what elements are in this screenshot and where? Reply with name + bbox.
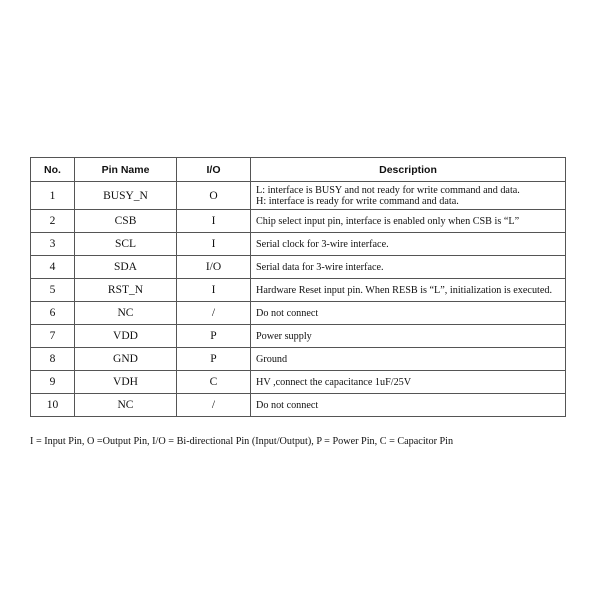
pin-name-cell: VDH [75, 371, 177, 394]
pin-type-legend: I = Input Pin, O =Output Pin, I/O = Bi-directional Pin (Input/Output), P = Power Pin, C = Capacitor Pin [30, 436, 454, 447]
pin-name-cell: CSB [75, 210, 177, 233]
pin-number-cell: 4 [31, 256, 75, 279]
table-row [31, 302, 566, 325]
pin-io-cell: C [177, 371, 251, 394]
description-line: Power supply [256, 330, 312, 342]
description-line: Ground [256, 353, 288, 365]
pin-description-cell [251, 302, 566, 325]
pin-io-cell: I [177, 210, 251, 233]
pin-number-cell: 3 [31, 233, 75, 256]
description-line: Serial data for 3-wire interface. [256, 261, 384, 273]
table-header-row [31, 158, 566, 182]
pin-io-cell: / [177, 394, 251, 417]
table-row [31, 394, 566, 417]
pin-io-cell: P [177, 325, 251, 348]
pin-io-cell: I/O [177, 256, 251, 279]
header-pin-name: Pin Name [75, 158, 177, 182]
pin-description-cell [251, 279, 566, 302]
description-line: Serial clock for 3-wire interface. [256, 238, 389, 250]
pin-number-cell: 5 [31, 279, 75, 302]
pin-name-cell: VDD [75, 325, 177, 348]
table-row [31, 371, 566, 394]
pin-description-cell [251, 256, 566, 279]
pin-description-cell [251, 325, 566, 348]
pin-name-cell: BUSY_N [75, 182, 177, 210]
table-row [31, 182, 566, 210]
table-row [31, 325, 566, 348]
pin-table [30, 157, 566, 417]
pin-number-cell: 10 [31, 394, 75, 417]
pin-number-cell: 1 [31, 182, 75, 210]
pin-name-cell: GND [75, 348, 177, 371]
pin-number-cell: 7 [31, 325, 75, 348]
pin-number-cell: 8 [31, 348, 75, 371]
description-line: Do not connect [256, 399, 319, 411]
table-row [31, 279, 566, 302]
pin-io-cell: / [177, 302, 251, 325]
pin-name-cell: NC [75, 394, 177, 417]
pin-number-cell: 9 [31, 371, 75, 394]
pin-description-cell [251, 182, 566, 210]
pin-description-cell [251, 371, 566, 394]
pin-name-cell: SCL [75, 233, 177, 256]
table-row [31, 348, 566, 371]
pin-number-cell: 2 [31, 210, 75, 233]
pin-io-cell: P [177, 348, 251, 371]
header-no: No. [31, 158, 75, 182]
description-line: HV ,connect the capacitance 1uF/25V [256, 376, 412, 388]
table-row [31, 256, 566, 279]
pin-io-cell: I [177, 279, 251, 302]
pin-name-cell: RST_N [75, 279, 177, 302]
pin-name-cell: NC [75, 302, 177, 325]
pin-description-cell [251, 233, 566, 256]
pin-name-cell: SDA [75, 256, 177, 279]
pin-description-cell [251, 348, 566, 371]
header-io: I/O [177, 158, 251, 182]
table-row [31, 210, 566, 233]
pin-description-cell [251, 210, 566, 233]
table-row [31, 233, 566, 256]
description-line: Hardware Reset input pin. When RESB is “L”, initialization is executed. [256, 284, 553, 296]
header-description: Description [251, 158, 566, 182]
table-body [31, 182, 566, 417]
description-line: H: interface is ready for write command and data. [256, 195, 459, 207]
description-line: Chip select input pin, interface is enabled only when CSB is “L” [256, 215, 520, 227]
pin-number-cell: 6 [31, 302, 75, 325]
pin-io-cell: O [177, 182, 251, 210]
description-line: Do not connect [256, 307, 319, 319]
description-line: L: interface is BUSY and not ready for write command and data. [256, 184, 520, 196]
pin-io-cell: I [177, 233, 251, 256]
pin-description-cell [251, 394, 566, 417]
